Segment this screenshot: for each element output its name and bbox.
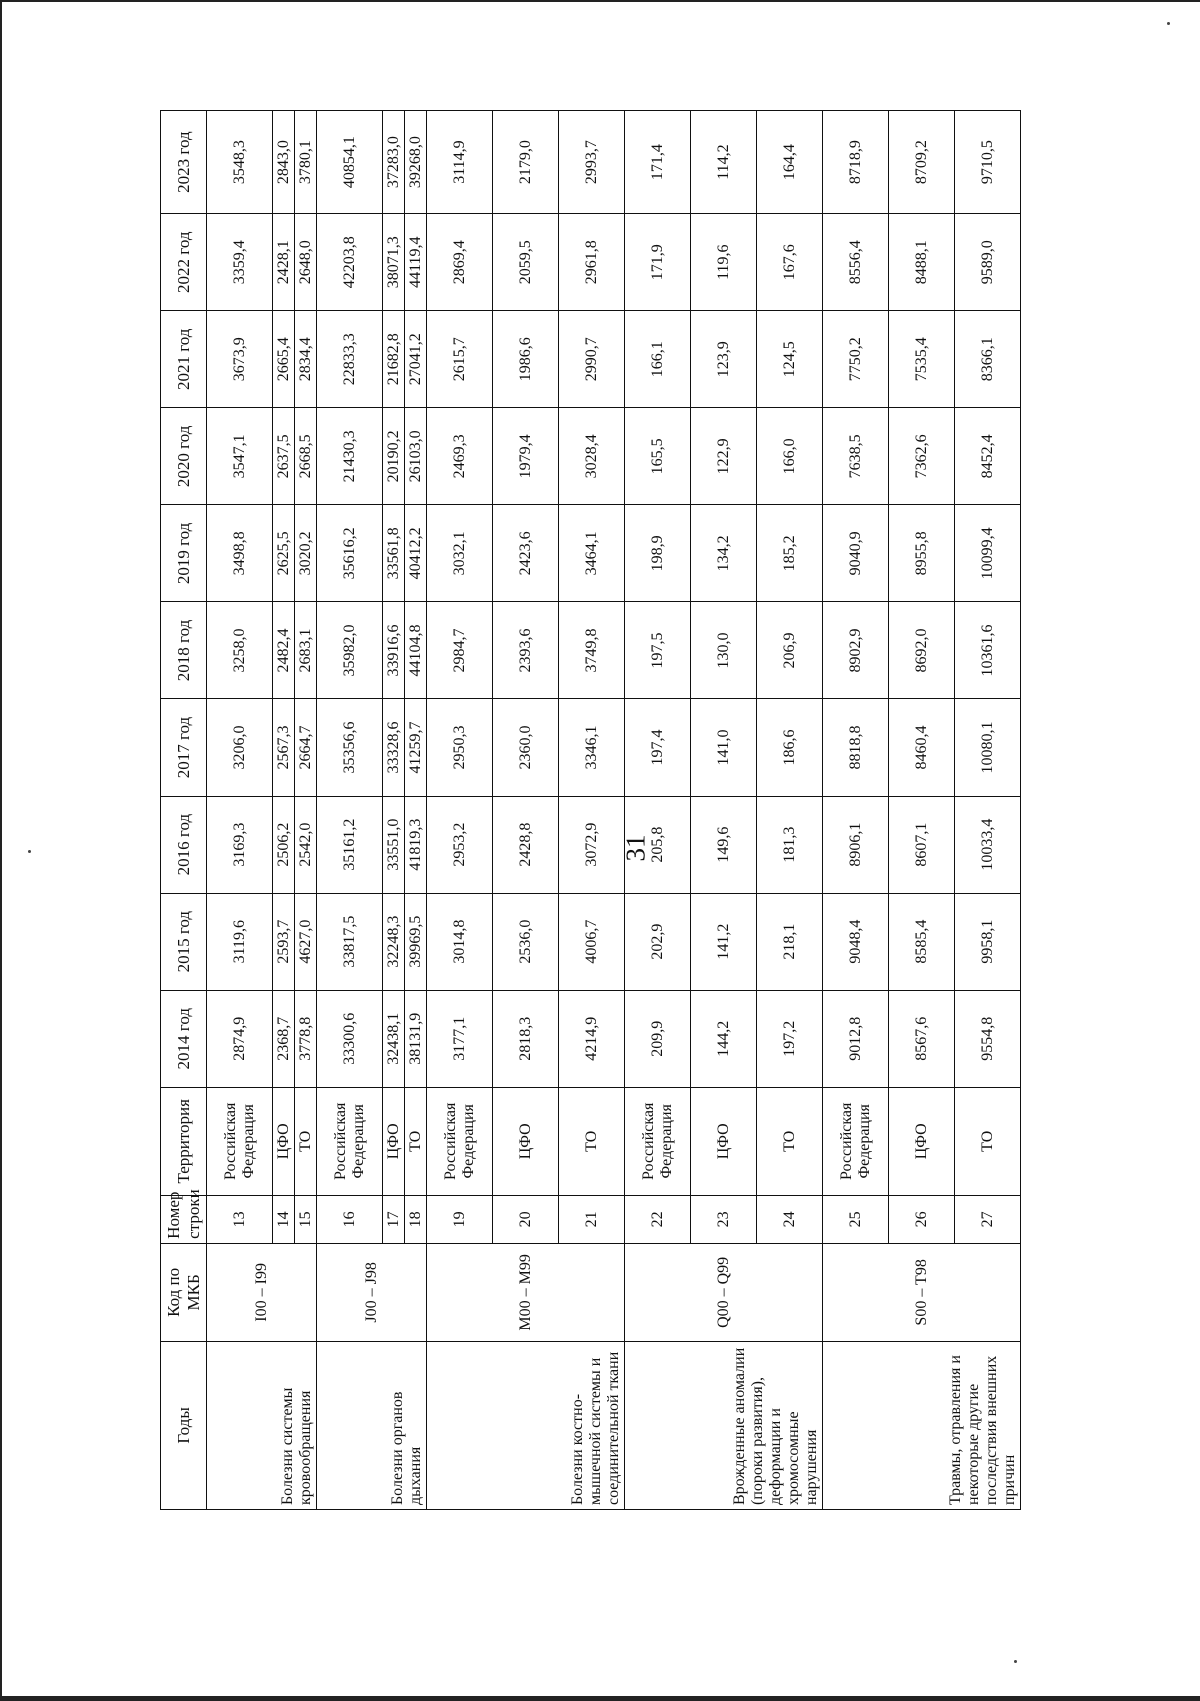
value-cell: 44104,8 [405, 602, 427, 699]
table-row [427, 111, 493, 1510]
value-cell: 27041,2 [405, 311, 427, 408]
icd-code: M00 – M99 [427, 1243, 625, 1341]
value-cell: 167,6 [757, 214, 823, 311]
value-cell: 122,9 [691, 408, 757, 505]
disease-group-name: Болезни системы кровообращения [207, 1341, 317, 1509]
value-cell: 2668,5 [295, 408, 317, 505]
code-header: Код по МКБ [161, 1243, 207, 1341]
value-cell: 8488,1 [889, 214, 955, 311]
value-cell: 38131,9 [405, 990, 427, 1087]
value-cell: 7535,4 [889, 311, 955, 408]
value-cell: 2818,3 [493, 990, 559, 1087]
row-number: 13 [207, 1195, 273, 1243]
value-cell: 3020,2 [295, 505, 317, 602]
territory-cell: ТО [955, 1087, 1021, 1195]
value-cell: 2428,1 [273, 214, 295, 311]
value-cell: 2625,5 [273, 505, 295, 602]
table-row [317, 111, 383, 1510]
value-cell: 8718,9 [823, 111, 889, 214]
territory-cell: Российская Федерация [625, 1087, 691, 1195]
value-cell: 2360,0 [493, 699, 559, 796]
value-cell: 218,1 [757, 893, 823, 990]
value-cell: 2615,7 [427, 311, 493, 408]
value-cell: 32248,3 [383, 893, 405, 990]
value-cell: 2665,4 [273, 311, 295, 408]
page-frame-top [0, 0, 1200, 2]
value-cell: 8556,4 [823, 214, 889, 311]
value-cell: 2059,5 [493, 214, 559, 311]
value-cell: 2950,3 [427, 699, 493, 796]
value-cell: 9710,5 [955, 111, 1021, 214]
value-cell: 3114,9 [427, 111, 493, 214]
year-header: 2020 год [161, 408, 207, 505]
value-cell: 3464,1 [559, 505, 625, 602]
value-cell: 2984,7 [427, 602, 493, 699]
value-cell: 9048,4 [823, 893, 889, 990]
row-number: 16 [317, 1195, 383, 1243]
value-cell: 114,2 [691, 111, 757, 214]
icd-code: Q00 – Q99 [625, 1243, 823, 1341]
value-cell: 2482,4 [273, 602, 295, 699]
value-cell: 35616,2 [317, 505, 383, 602]
territory-cell: ТО [405, 1087, 427, 1195]
value-cell: 8709,2 [889, 111, 955, 214]
value-cell: 35161,2 [317, 796, 383, 893]
value-cell: 39268,0 [405, 111, 427, 214]
value-cell: 9589,0 [955, 214, 1021, 311]
value-cell: 35982,0 [317, 602, 383, 699]
value-cell: 37283,0 [383, 111, 405, 214]
row-number: 26 [889, 1195, 955, 1243]
value-cell: 2179,0 [493, 111, 559, 214]
territory-cell: Российская Федерация [427, 1087, 493, 1195]
territory-cell: ТО [559, 1087, 625, 1195]
value-cell: 1986,6 [493, 311, 559, 408]
value-cell: 171,4 [625, 111, 691, 214]
value-cell: 7750,2 [823, 311, 889, 408]
value-cell: 39969,5 [405, 893, 427, 990]
icd-code: S00 – T98 [823, 1243, 1021, 1341]
value-cell: 8366,1 [955, 311, 1021, 408]
row-number: 17 [383, 1195, 405, 1243]
value-cell: 3014,8 [427, 893, 493, 990]
value-cell: 41819,3 [405, 796, 427, 893]
value-cell: 33817,5 [317, 893, 383, 990]
value-cell: 21682,8 [383, 311, 405, 408]
value-cell: 2683,1 [295, 602, 317, 699]
year-header: 2023 год [161, 111, 207, 214]
value-cell: 26103,0 [405, 408, 427, 505]
territory-header: Территория [161, 1087, 207, 1195]
value-cell: 21430,3 [317, 408, 383, 505]
value-cell: 3169,3 [207, 796, 273, 893]
value-cell: 10099,4 [955, 505, 1021, 602]
value-cell: 8607,1 [889, 796, 955, 893]
icd-code: I00 – I99 [207, 1243, 317, 1341]
value-cell: 10033,4 [955, 796, 1021, 893]
value-cell: 3032,1 [427, 505, 493, 602]
value-cell: 2593,7 [273, 893, 295, 990]
row-number: 23 [691, 1195, 757, 1243]
value-cell: 8585,4 [889, 893, 955, 990]
value-cell: 119,6 [691, 214, 757, 311]
scan-speck [28, 850, 31, 853]
table-wrapper [160, 110, 1019, 1510]
value-cell: 10080,1 [955, 699, 1021, 796]
value-cell: 33916,6 [383, 602, 405, 699]
value-cell: 2869,4 [427, 214, 493, 311]
row-number: 24 [757, 1195, 823, 1243]
territory-cell: Российская Федерация [823, 1087, 889, 1195]
territory-cell: ЦФО [889, 1087, 955, 1195]
territory-cell: ЦФО [691, 1087, 757, 1195]
value-cell: 165,5 [625, 408, 691, 505]
table-row [625, 111, 691, 1510]
value-cell: 141,0 [691, 699, 757, 796]
row-number: 20 [493, 1195, 559, 1243]
value-cell: 33300,6 [317, 990, 383, 1087]
row-number: 15 [295, 1195, 317, 1243]
territory-cell: Российская Федерация [317, 1087, 383, 1195]
year-header: 2016 год [161, 796, 207, 893]
value-cell: 35356,6 [317, 699, 383, 796]
icd-code: J00 – J98 [317, 1243, 427, 1341]
value-cell: 124,5 [757, 311, 823, 408]
value-cell: 2834,4 [295, 311, 317, 408]
value-cell: 186,6 [757, 699, 823, 796]
value-cell: 4214,9 [559, 990, 625, 1087]
value-cell: 2961,8 [559, 214, 625, 311]
value-cell: 8818,8 [823, 699, 889, 796]
row-number: 22 [625, 1195, 691, 1243]
value-cell: 4627,0 [295, 893, 317, 990]
row-number: 18 [405, 1195, 427, 1243]
value-cell: 3346,1 [559, 699, 625, 796]
value-cell: 166,1 [625, 311, 691, 408]
value-cell: 2953,2 [427, 796, 493, 893]
value-cell: 9040,9 [823, 505, 889, 602]
row-number: 14 [273, 1195, 295, 1243]
value-cell: 8460,4 [889, 699, 955, 796]
value-cell: 22833,3 [317, 311, 383, 408]
value-cell: 2637,5 [273, 408, 295, 505]
value-cell: 3548,3 [207, 111, 273, 214]
value-cell: 2428,8 [493, 796, 559, 893]
page-number: 31 [620, 834, 651, 862]
value-cell: 41259,7 [405, 699, 427, 796]
disease-group-name: Болезни органов дыхания [317, 1341, 427, 1509]
row-number-header: Номер строки [161, 1195, 207, 1243]
value-cell: 3778,8 [295, 990, 317, 1087]
value-cell: 197,5 [625, 602, 691, 699]
value-cell: 2567,3 [273, 699, 295, 796]
value-cell: 10361,6 [955, 602, 1021, 699]
disease-group-name: Травмы, отравления и некоторые другие последствия внешних причин [823, 1341, 1021, 1509]
scan-speck [1167, 22, 1170, 25]
value-cell: 9012,8 [823, 990, 889, 1087]
year-header: 2017 год [161, 699, 207, 796]
value-cell: 2874,9 [207, 990, 273, 1087]
value-cell: 32438,1 [383, 990, 405, 1087]
row-number: 27 [955, 1195, 1021, 1243]
territory-cell: ЦФО [493, 1087, 559, 1195]
row-number: 21 [559, 1195, 625, 1243]
value-cell: 181,3 [757, 796, 823, 893]
territory-cell: ЦФО [383, 1087, 405, 1195]
value-cell: 8902,9 [823, 602, 889, 699]
value-cell: 42203,8 [317, 214, 383, 311]
value-cell: 164,4 [757, 111, 823, 214]
value-cell: 2993,7 [559, 111, 625, 214]
value-cell: 44119,4 [405, 214, 427, 311]
value-cell: 8906,1 [823, 796, 889, 893]
value-cell: 9958,1 [955, 893, 1021, 990]
value-cell: 3258,0 [207, 602, 273, 699]
value-cell: 3359,4 [207, 214, 273, 311]
page-frame-left [0, 0, 2, 1701]
value-cell: 4006,7 [559, 893, 625, 990]
territory-cell: ЦФО [273, 1087, 295, 1195]
value-cell: 197,4 [625, 699, 691, 796]
value-cell: 149,6 [691, 796, 757, 893]
value-cell: 3498,8 [207, 505, 273, 602]
value-cell: 33561,8 [383, 505, 405, 602]
value-cell: 33551,0 [383, 796, 405, 893]
header-row [161, 111, 207, 1510]
value-cell: 3119,6 [207, 893, 273, 990]
territory-cell: ТО [295, 1087, 317, 1195]
value-cell: 202,9 [625, 893, 691, 990]
value-cell: 3177,1 [427, 990, 493, 1087]
value-cell: 141,2 [691, 893, 757, 990]
table-row [207, 111, 273, 1510]
value-cell: 8955,8 [889, 505, 955, 602]
value-cell: 206,9 [757, 602, 823, 699]
value-cell: 8452,4 [955, 408, 1021, 505]
value-cell: 8692,0 [889, 602, 955, 699]
row-number: 19 [427, 1195, 493, 1243]
value-cell: 2368,7 [273, 990, 295, 1087]
year-header: 2015 год [161, 893, 207, 990]
value-cell: 2536,0 [493, 893, 559, 990]
value-cell: 38071,3 [383, 214, 405, 311]
year-header: 2018 год [161, 602, 207, 699]
disease-group-name: Врожденные аномалии (пороки развития), деформации и хромосомные нарушения [625, 1341, 823, 1509]
value-cell: 205,8 [625, 796, 691, 893]
value-cell: 144,2 [691, 990, 757, 1087]
value-cell: 9554,8 [955, 990, 1021, 1087]
value-cell: 2393,6 [493, 602, 559, 699]
territory-cell: Российская Федерация [207, 1087, 273, 1195]
value-cell: 3072,9 [559, 796, 625, 893]
value-cell: 198,9 [625, 505, 691, 602]
page-frame-bottom [0, 1696, 1200, 1701]
value-cell: 134,2 [691, 505, 757, 602]
scan-speck [1014, 1660, 1017, 1663]
value-cell: 166,0 [757, 408, 823, 505]
value-cell: 2423,6 [493, 505, 559, 602]
value-cell: 185,2 [757, 505, 823, 602]
table-row [823, 111, 889, 1510]
value-cell: 3206,0 [207, 699, 273, 796]
statistics-table [160, 110, 1021, 1510]
year-header: 2021 год [161, 311, 207, 408]
value-cell: 20190,2 [383, 408, 405, 505]
value-cell: 3547,1 [207, 408, 273, 505]
value-cell: 2664,7 [295, 699, 317, 796]
value-cell: 3749,8 [559, 602, 625, 699]
value-cell: 1979,4 [493, 408, 559, 505]
value-cell: 8567,6 [889, 990, 955, 1087]
years-header: Годы [161, 1341, 207, 1509]
value-cell: 197,2 [757, 990, 823, 1087]
value-cell: 3028,4 [559, 408, 625, 505]
value-cell: 2648,0 [295, 214, 317, 311]
value-cell: 7362,6 [889, 408, 955, 505]
value-cell: 130,0 [691, 602, 757, 699]
value-cell: 2990,7 [559, 311, 625, 408]
value-cell: 123,9 [691, 311, 757, 408]
value-cell: 2506,2 [273, 796, 295, 893]
year-header: 2022 год [161, 214, 207, 311]
value-cell: 7638,5 [823, 408, 889, 505]
year-header: 2019 год [161, 505, 207, 602]
value-cell: 40412,2 [405, 505, 427, 602]
value-cell: 3673,9 [207, 311, 273, 408]
value-cell: 33328,6 [383, 699, 405, 796]
territory-cell: ТО [757, 1087, 823, 1195]
disease-group-name: Болезни костно-мышечной системы и соединительной ткани [427, 1341, 625, 1509]
value-cell: 2542,0 [295, 796, 317, 893]
value-cell: 209,9 [625, 990, 691, 1087]
value-cell: 3780,1 [295, 111, 317, 214]
value-cell: 2469,3 [427, 408, 493, 505]
value-cell: 40854,1 [317, 111, 383, 214]
value-cell: 171,9 [625, 214, 691, 311]
row-number: 25 [823, 1195, 889, 1243]
year-header: 2014 год [161, 990, 207, 1087]
value-cell: 2843,0 [273, 111, 295, 214]
